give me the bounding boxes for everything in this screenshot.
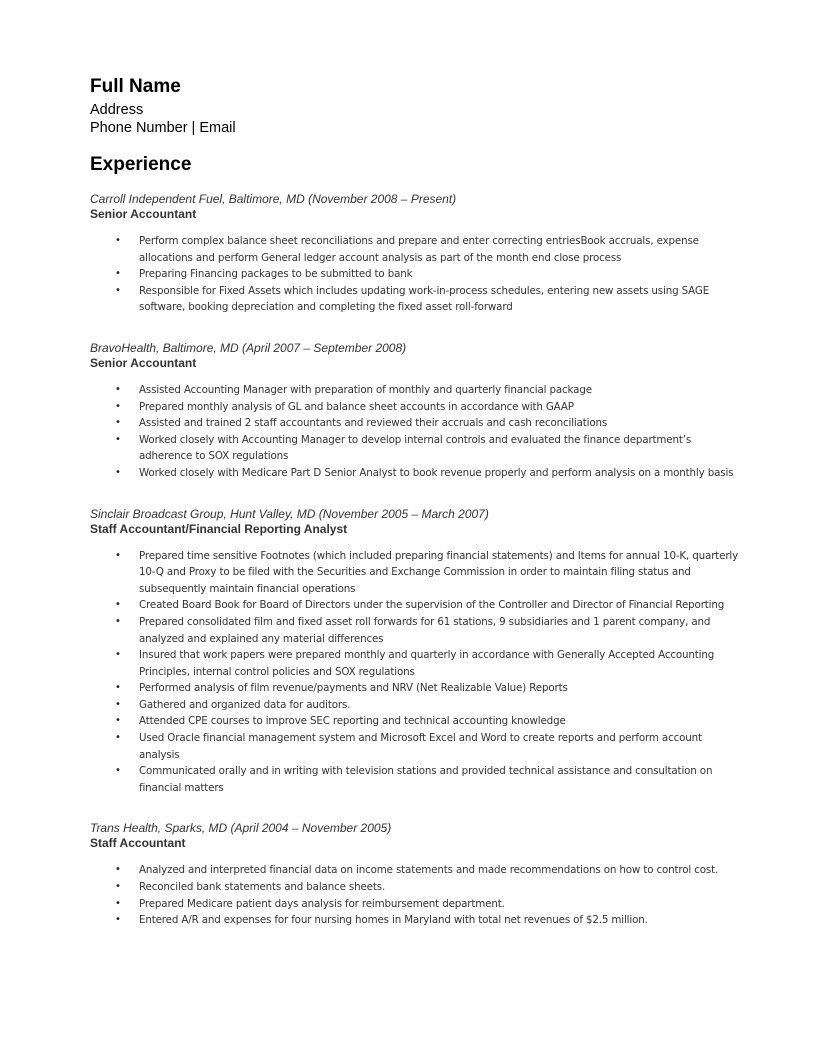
- bullet-icon: •: [115, 715, 121, 727]
- bullet-icon: •: [115, 268, 121, 280]
- job-bullets: [90, 862, 740, 928]
- bullet-item: • Prepared monthly analysis of GL and balance sheet accounts in accordance with GAAP: [90, 399, 740, 416]
- bullet-icon: •: [115, 914, 121, 926]
- job-entry: [90, 507, 740, 797]
- bullet-item: • Responsible for Fixed Assets which includes updating work-in-process schedules, entering new assets using SAGE software, booking depreciation and completing the fixed asset roll-forward: [115, 284, 710, 314]
- bullet-icon: •: [115, 235, 121, 246]
- phone-email: Phone Number | Email: [90, 120, 236, 136]
- bullet-icon: •: [115, 433, 121, 445]
- job-bullets: [90, 548, 740, 797]
- bullet-icon: •: [115, 466, 121, 478]
- job-title: Staff Accountant: [90, 836, 186, 851]
- bullet-item: • Insured that work papers were prepared monthly and quarterly in accordance with Generally Accepted Accounting Principles, internal control policies and SOX regulations: [115, 649, 715, 678]
- full-name: Full Name: [90, 76, 181, 97]
- bullet-icon: •: [115, 615, 121, 627]
- bullet-icon: •: [115, 284, 121, 296]
- resume-page: [90, 76, 740, 929]
- bullet-item: • Preparing Financing packages to be submitted to bank: [90, 266, 740, 283]
- job-bullets: [90, 233, 740, 316]
- bullet-item: • Prepared time sensitive Footnotes (which included preparing financial statements) and Items for annual 10-K, quarterly 10-Q and Proxy to be filed with the Securities and Exchange Commission in order to maintain filing status and subsequently maintain financial operations: [115, 549, 739, 595]
- bullet-icon: •: [115, 732, 121, 744]
- bullet-item: • Used Oracle financial management system and Microsoft Excel and Word to create reports and perform account analysis: [115, 732, 702, 761]
- bullet-item: • Worked closely with Accounting Manager to develop internal controls and evaluated the finance department’s adherence to SOX regulations: [115, 433, 692, 463]
- bullet-item: • Analyzed and interpreted financial data on income statements and made recommendations on how to control cost.: [90, 862, 740, 879]
- bullet-icon: •: [115, 765, 121, 777]
- bullet-item: • Assisted and trained 2 staff accountants and reviewed their accruals and cash reconciliations: [90, 415, 740, 432]
- job-entry: [90, 192, 740, 316]
- bullet-item: • Prepared Medicare patient days analysis for reimbursement department.: [90, 896, 740, 913]
- bullet-item: • Created Board Book for Board of Directors under the supervision of the Controller and Director of Financial Reporting: [90, 597, 740, 614]
- job-employer: BravoHealth, Baltimore, MD (April 2007 – September 2008): [90, 340, 407, 355]
- job-entry: [90, 341, 740, 482]
- bullet-item: • Entered A/R and expenses for four nursing homes in Maryland with total net revenues of $2.5 million.: [90, 912, 740, 929]
- bullet-icon: •: [115, 682, 121, 694]
- bullet-item: • Assisted Accounting Manager with preparation of monthly and quarterly financial package: [90, 382, 740, 399]
- bullet-icon: •: [115, 400, 121, 412]
- job-title: Staff Accountant/Financial Reporting Analyst: [90, 521, 348, 536]
- bullet-item: • Gathered and organized data for auditors.: [90, 697, 740, 714]
- bullet-icon: •: [115, 383, 121, 395]
- bullet-icon: •: [115, 881, 121, 893]
- bullet-item: • Communicated orally and in writing with television stations and provided technical assistance and consultation on financial matters: [115, 765, 713, 794]
- bullet-item: • Worked closely with Medicare Part D Senior Analyst to book revenue properly and perform analysis on a monthly basis: [90, 465, 740, 482]
- job-bullets: [90, 382, 740, 482]
- address: Address: [90, 102, 144, 118]
- job-employer: Sinclair Broadcast Group, Hunt Valley, MD (November 2005 – March 2007): [90, 506, 489, 521]
- bullet-item: • Performed analysis of film revenue/payments and NRV (Net Realizable Value) Reports: [90, 680, 740, 697]
- bullet-item: • Prepared consolidated film and fixed asset roll forwards for 61 stations, 9 subsidiaries and 1 parent company, and analyzed and explained any material differences: [115, 615, 711, 645]
- bullet-icon: •: [115, 864, 121, 876]
- bullet-icon: •: [115, 698, 121, 710]
- section-title-experience: Experience: [90, 154, 192, 175]
- job-title: Senior Accountant: [90, 355, 197, 370]
- bullet-item: • Attended CPE courses to improve SEC reporting and technical accounting knowledge: [90, 713, 740, 730]
- job-employer: Carroll Independent Fuel, Baltimore, MD (November 2008 – Present): [90, 192, 457, 206]
- job-title: Senior Accountant: [90, 207, 197, 221]
- bullet-icon: •: [115, 897, 121, 909]
- bullet-icon: •: [115, 649, 121, 661]
- job-entry: [90, 821, 740, 928]
- job-employer: Trans Health, Sparks, MD (April 2004 – November 2005): [90, 821, 392, 836]
- bullet-item: • Reconciled bank statements and balance sheets.: [90, 879, 740, 896]
- bullet-icon: •: [115, 417, 121, 429]
- bullet-icon: •: [115, 549, 121, 561]
- bullet-icon: •: [115, 599, 121, 611]
- bullet-item: • Perform complex balance sheet reconciliations and prepare and enter correcting entriesBook accruals, expense allocations and perform General ledger account analysis as part of the month end close process: [115, 235, 699, 264]
